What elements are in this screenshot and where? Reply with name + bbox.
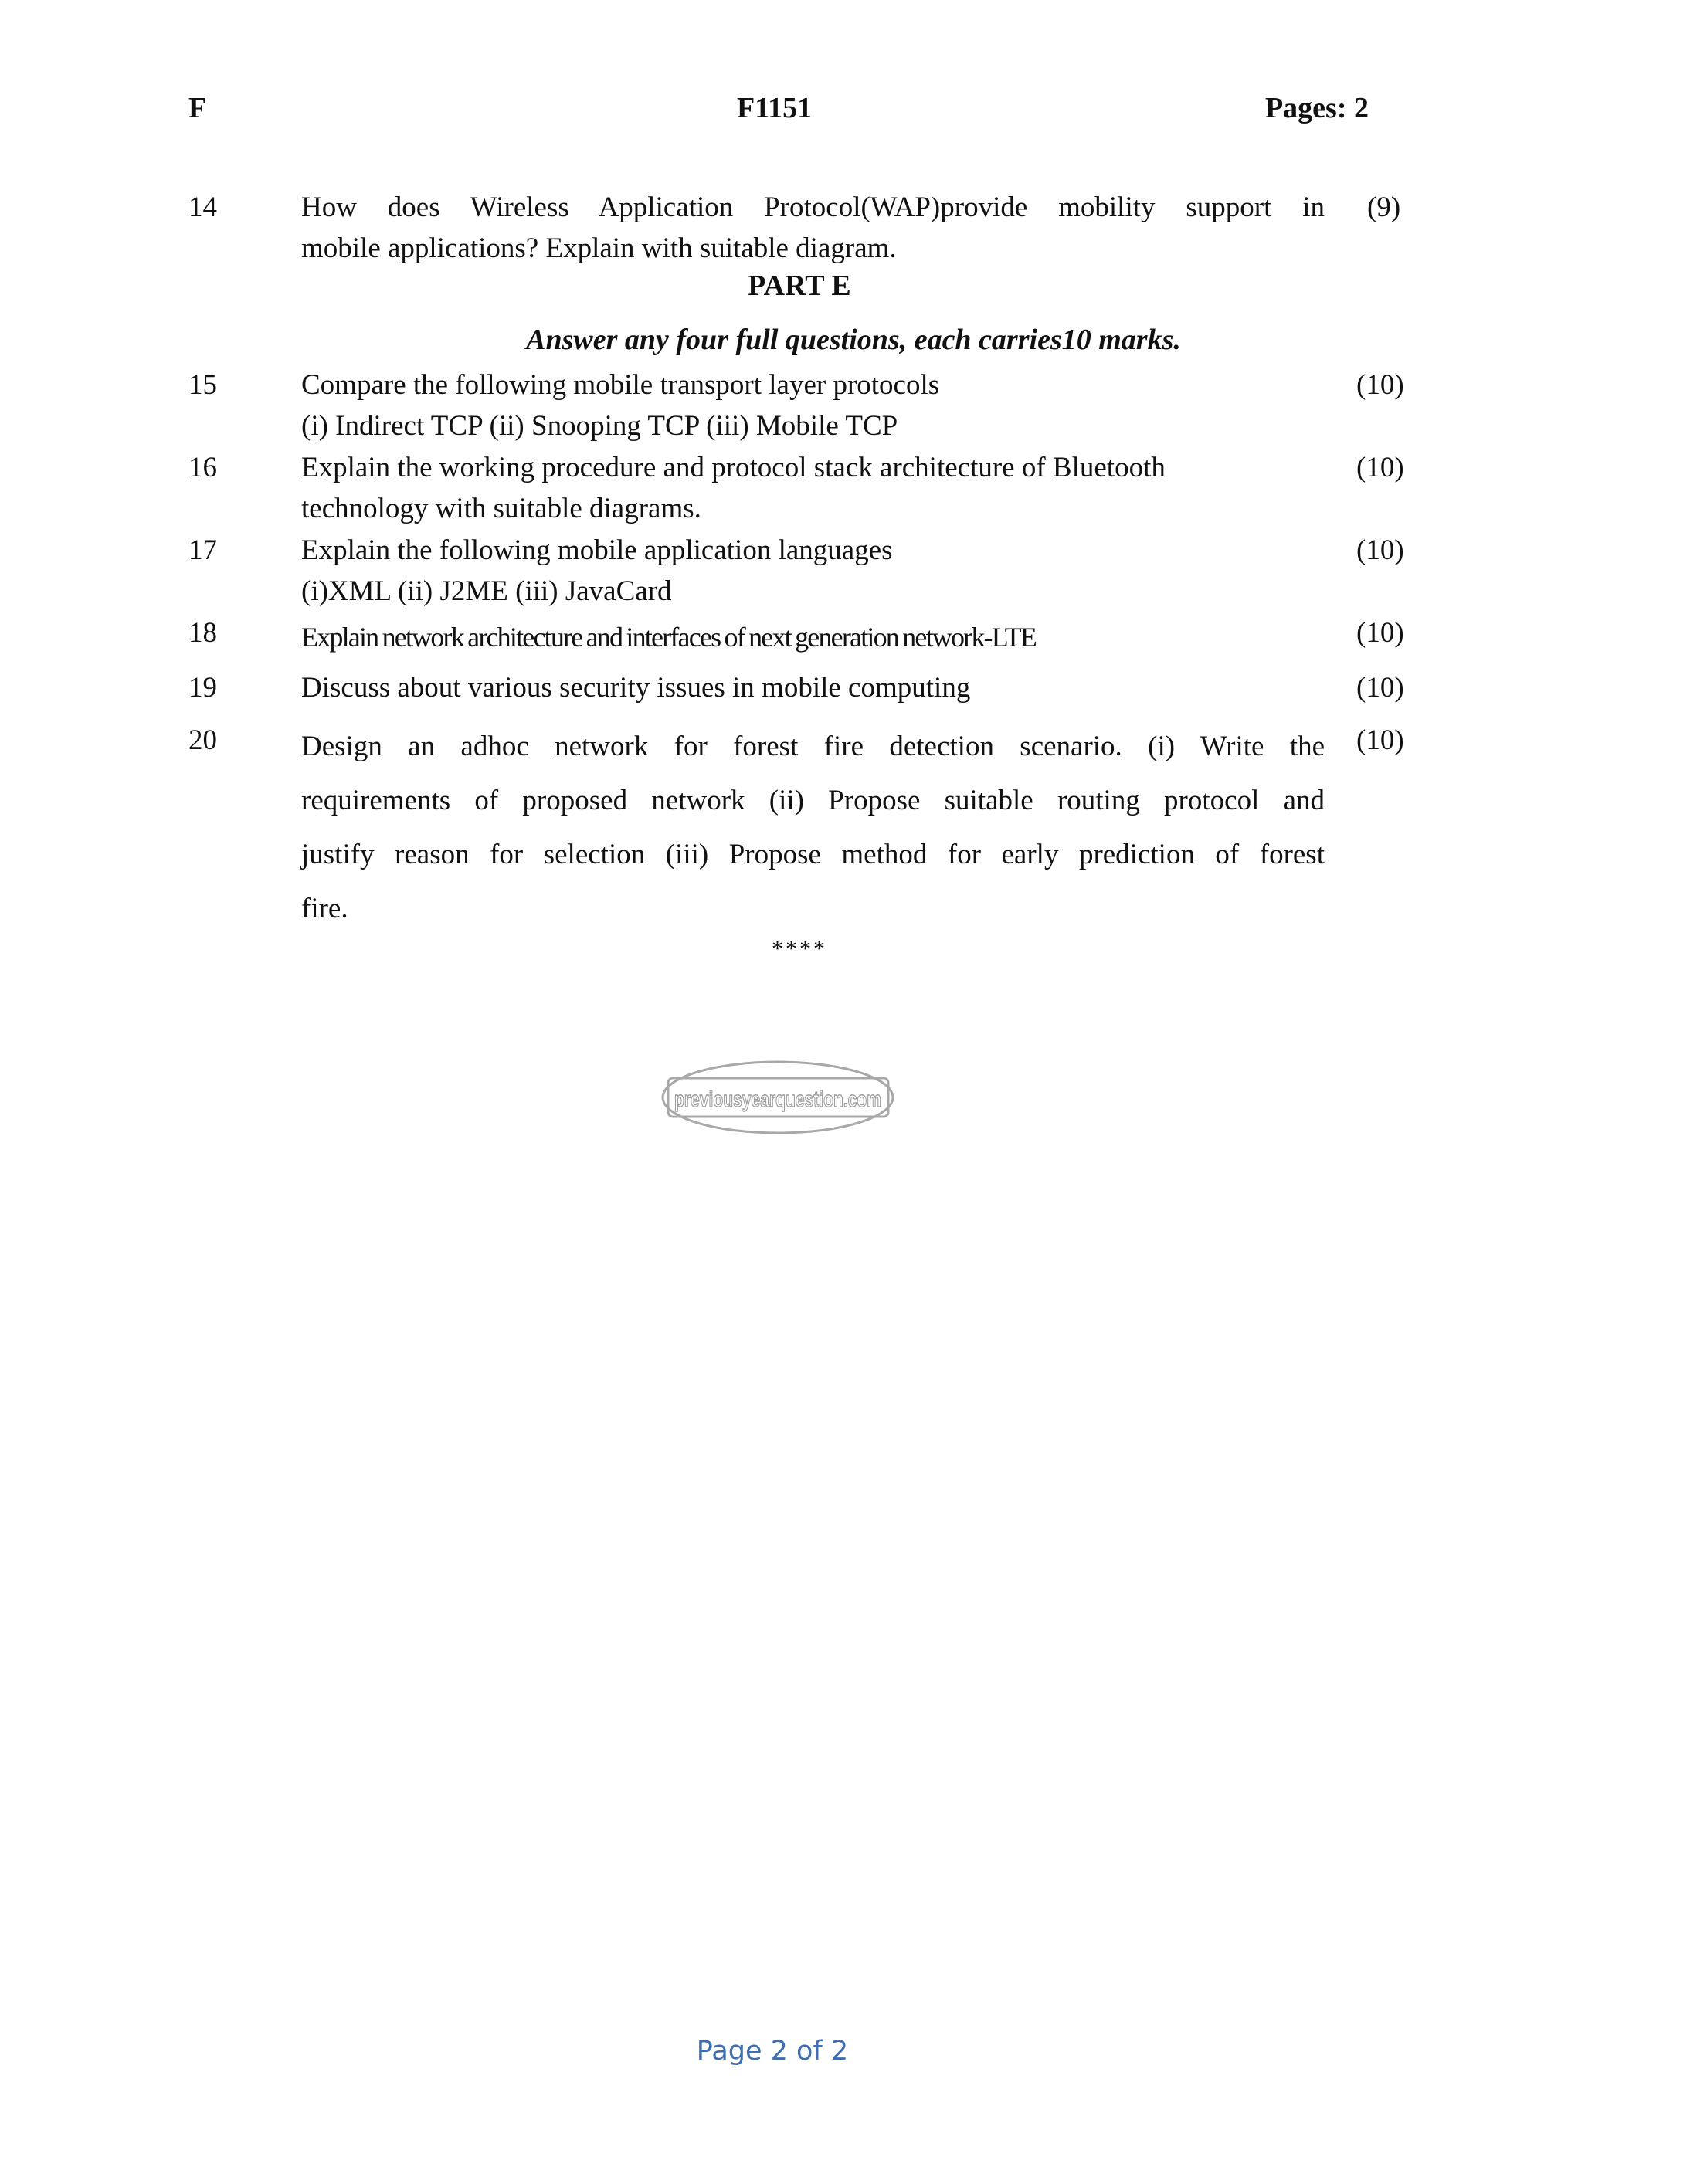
header-series-code: F	[188, 92, 207, 124]
question-number: 14	[188, 192, 217, 223]
end-of-paper-mark: ****	[772, 936, 827, 961]
question-line: Design an adhoc network for forest fire detection scenario. (i) Write the	[301, 731, 1325, 762]
part-instruction: Answer any four full questions, each carries10 marks.	[526, 324, 1181, 356]
question-number: 19	[188, 672, 217, 704]
question-marks: (10)	[1356, 534, 1404, 566]
question-marks: (10)	[1356, 724, 1404, 756]
question-line: (i)XML (ii) J2ME (iii) JavaCard	[301, 575, 672, 607]
question-text	[301, 365, 1325, 446]
question-number: 20	[188, 724, 217, 756]
question-number: 18	[188, 617, 217, 649]
question-line: Explain network architecture and interfaces of next generation network-LTE	[301, 622, 1037, 653]
question-line: justify reason for selection (iii) Propose method for early prediction of forest	[301, 839, 1325, 870]
question-line: mobile applications? Explain with suitable diagram.	[301, 232, 897, 264]
question-text	[301, 720, 1325, 936]
question-line: fire.	[301, 893, 348, 924]
question-marks: (10)	[1356, 452, 1404, 483]
question-number: 15	[188, 369, 217, 401]
question-text	[301, 530, 1325, 612]
page-footer: Page 2 of 2	[696, 2036, 849, 2067]
question-number: 17	[188, 534, 217, 566]
watermark-logo	[660, 1060, 896, 1135]
part-title: PART E	[748, 270, 851, 302]
question-marks: (9)	[1367, 192, 1401, 223]
question-number: 16	[188, 452, 217, 483]
question-line: technology with suitable diagrams.	[301, 493, 701, 524]
header-page-count: Pages: 2	[1264, 92, 1369, 124]
watermark-graphic	[660, 1060, 896, 1135]
question-marks: (10)	[1356, 617, 1404, 649]
question-line: (i) Indirect TCP (ii) Snooping TCP (iii) Mobile TCP	[301, 410, 898, 442]
question-line: Discuss about various security issues in mobile computing	[301, 672, 971, 704]
question-line: requirements of proposed network (ii) Propose suitable routing protocol and	[301, 785, 1325, 816]
question-line: Compare the following mobile transport layer protocols	[301, 369, 940, 401]
page-header	[188, 91, 1369, 137]
watermark-text: previousyearquestion.com	[674, 1087, 881, 1112]
question-text	[301, 447, 1325, 529]
question-text	[301, 187, 1325, 269]
question-text	[301, 667, 1325, 708]
question-marks: (10)	[1356, 672, 1404, 704]
question-line: Explain the working procedure and protocol stack architecture of Bluetooth	[301, 452, 1166, 483]
question-marks: (10)	[1356, 369, 1404, 401]
header-paper-code: F1151	[737, 92, 813, 124]
question-text	[301, 617, 1325, 658]
question-line: How does Wireless Application Protocol(WAP)provide mobility support in	[301, 192, 1325, 223]
question-line: Explain the following mobile application languages	[301, 534, 893, 566]
